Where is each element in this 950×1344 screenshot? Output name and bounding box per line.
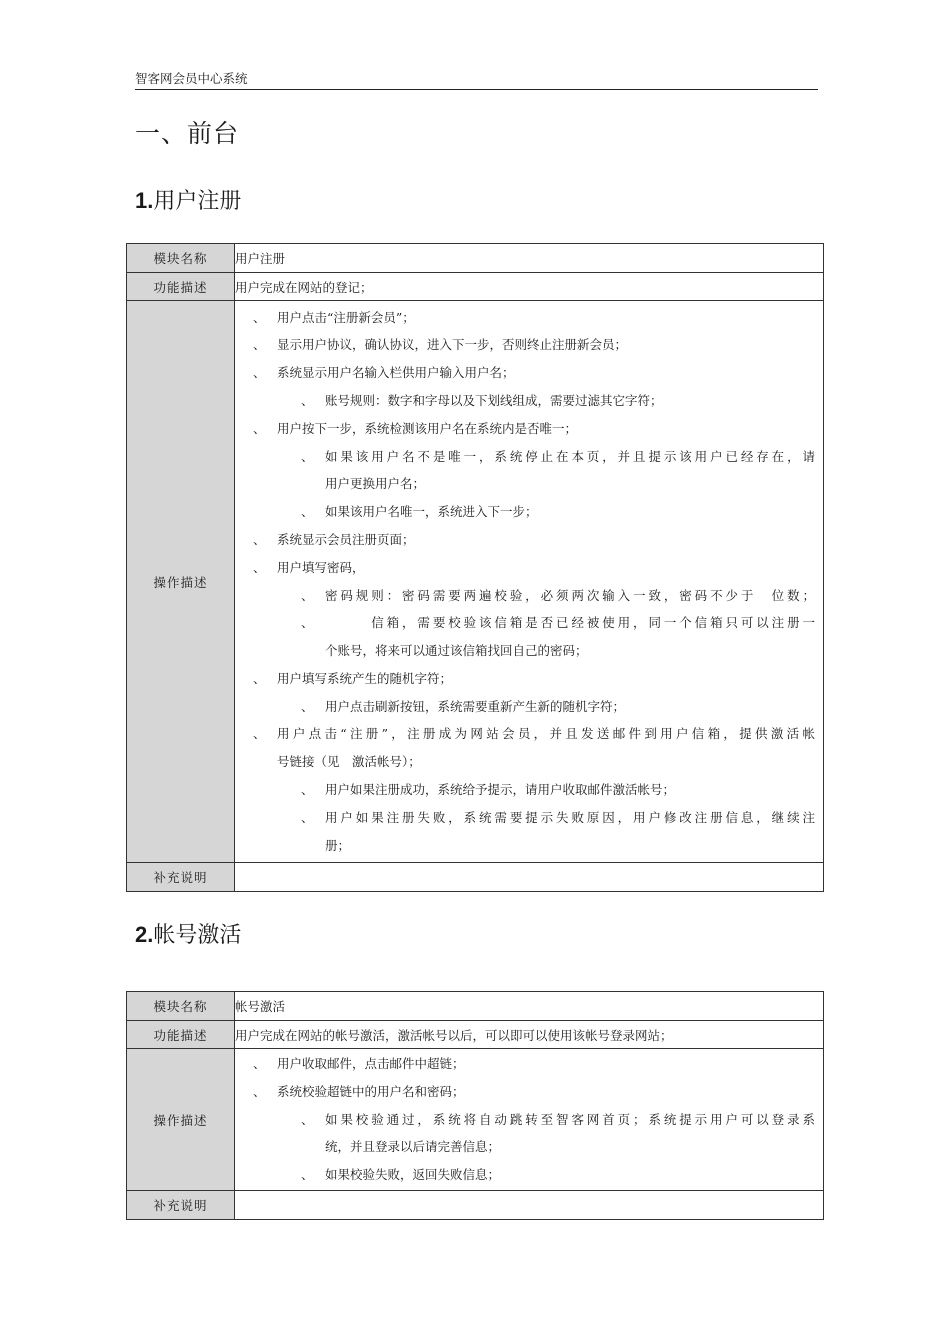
label-function: 功能描述: [127, 273, 235, 301]
op-line: 、 密码规则：密码需要两遍校验，必须两次输入一致，密码不少于 位数；: [301, 587, 815, 603]
value-operations: [235, 1049, 824, 1191]
row-module-name: [127, 992, 824, 1021]
section-title: 用户注册: [153, 189, 242, 214]
value-module-name: 用户注册: [235, 244, 824, 273]
label-notes: 补充说明: [127, 863, 235, 892]
label-operations: 操作描述: [127, 1049, 235, 1191]
value-notes: [235, 863, 824, 892]
op-line: 、 如果该用户名唯一，系统进入下一步；: [301, 504, 538, 520]
row-function: [127, 273, 824, 301]
op-line: 、 如果校验通过，系统将自动跳转至智客网首页；系统提示用户可以登录系: [301, 1111, 815, 1127]
row-function: [127, 1021, 824, 1049]
op-line: 个账号，将来可以通过该信箱找回自己的密码；: [325, 643, 588, 659]
op-line: 用户更换用户名；: [325, 476, 426, 492]
section-heading-activation: [135, 920, 241, 951]
row-notes: [127, 863, 824, 892]
label-module-name: 模块名称: [127, 992, 235, 1021]
op-line: 、 显示用户协议，确认协议，进入下一步，否则终止注册新会员；: [253, 337, 628, 353]
op-line: 、 用户如果注册成功，系统给予提示，请用户收取邮件激活帐号；: [301, 782, 676, 798]
section-title: 帐号激活: [153, 923, 242, 948]
op-line: 、 用户填写密码，: [253, 559, 365, 575]
op-line: 、 用户如果注册失败，系统需要提示失败原因，用户修改注册信息，继续注: [301, 809, 815, 825]
activation-spec-table: [126, 991, 824, 1220]
section-number: 1.: [135, 188, 154, 213]
running-header: 智客网会员中心系统: [135, 70, 818, 90]
section-number: 2.: [135, 922, 154, 947]
op-line: 、 用户点击“注册新会员”；: [253, 309, 415, 325]
op-line: 、 信箱，需要校验该信箱是否已经被使用，同一个信箱只可以注册一: [301, 615, 815, 631]
registration-spec-table: [126, 243, 824, 892]
row-operations: [127, 1049, 824, 1191]
section-heading-registration: [135, 186, 241, 217]
value-operations: [235, 301, 824, 863]
op-line: 、 账号规则：数字和字母以及下划线组成，需要过滤其它字符；: [301, 392, 663, 408]
label-function: 功能描述: [127, 1021, 235, 1049]
value-function: 用户完成在网站的登记；: [235, 273, 824, 301]
op-line: 号链接（见 激活帐号）；: [277, 754, 421, 770]
value-module-name: 帐号激活: [235, 992, 824, 1021]
label-notes: 补充说明: [127, 1191, 235, 1220]
op-line: 、 如果该用户名不是唯一，系统停止在本页，并且提示该用户已经存在，请: [301, 448, 815, 464]
op-line: 、 系统显示用户名输入栏供用户输入用户名；: [253, 365, 515, 381]
value-function: 用户完成在网站的帐号激活，激活帐号以后，可以即可以使用该帐号登录网站；: [235, 1021, 824, 1049]
op-line: 统，并且登录以后请完善信息；: [325, 1139, 501, 1155]
op-line: 、 系统校验超链中的用户名和密码；: [253, 1083, 465, 1099]
op-line: 、 用户点击刷新按钮，系统需要重新产生新的随机字符；: [301, 698, 626, 714]
op-line: 、 如果校验失败，返回失败信息；: [301, 1167, 501, 1183]
op-line: 、 用户收取邮件，点击邮件中超链；: [253, 1056, 465, 1071]
op-line: 册；: [325, 837, 351, 853]
row-operations: [127, 301, 824, 863]
heading-frontend: 一、前台: [135, 119, 240, 148]
row-module-name: [127, 244, 824, 273]
op-line: 、 用户点击“注册”，注册成为网站会员，并且发送邮件到用户信箱，提供激活帐: [253, 726, 815, 742]
value-notes: [235, 1191, 824, 1220]
op-line: 、 用户填写系统产生的随机字符；: [253, 670, 453, 686]
op-line: 、 系统显示会员注册页面；: [253, 531, 415, 547]
label-module-name: 模块名称: [127, 244, 235, 273]
row-notes: [127, 1191, 824, 1220]
op-line: 、 用户按下一步，系统检测该用户名在系统内是否唯一；: [253, 420, 578, 436]
label-operations: 操作描述: [127, 301, 235, 863]
